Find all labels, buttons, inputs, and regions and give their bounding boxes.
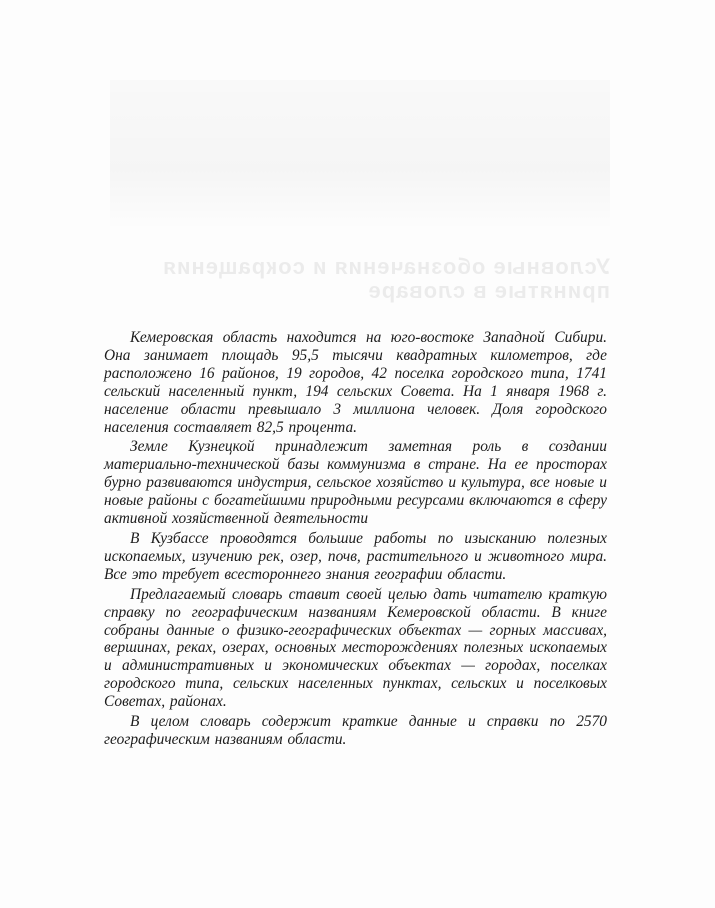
paragraph-kuzbass-role: Земле Кузнецкой принадлежит заметная роль в создании материально-технической базы коммунизма в стране. На ее просторах бурно развиваются индустрия, сельское хозяйство и культура, все новые и новые районы с богатейшими природными ресурсами включаются в сферу активной хозяйственной деятельности bbox=[104, 438, 607, 528]
bleed-through-line-2: принятые в словаре bbox=[367, 278, 610, 303]
bleed-through-heading bbox=[110, 255, 610, 303]
paragraph-exploration: В Кузбассе проводятся большие работы по изысканию полезных ископаемых, изучению рек, озер, почв, растительного и животного мира. Все это требует всестороннего знания географии области. bbox=[104, 529, 607, 583]
paragraph-dictionary-summary: В целом словарь содержит краткие данные и справки по 2570 географическим названиям области. bbox=[104, 713, 607, 748]
paragraph-location: Кемеровская область находится на юго-востоке Западной Сибири. Она занимает площадь 95,5 тысячи квадратных километров, где расположено 16 районов, 19 городов, 42 поселка городского типа, 1741 сельский населенный пункт, 194 сельских Совета. На 1 января 1968 г. население области превышало 3 миллиона человек. Доля городского населения составляет 82,5 процента. bbox=[104, 329, 607, 436]
paragraph-dictionary-purpose: Предлагаемый словарь ставит своей целью дать читателю краткую справку по географическим названиям Кемеровской области. В книге собраны данные о физико-географических объектах — горных массивах, вершинах, реках, озерах, основных месторождениях полезных ископаемых и административных и экономических объектах — городах, поселках городского типа, сельских населенных пунктах, сельских и поселковых Советах, районах. bbox=[104, 585, 607, 711]
bleed-through-line-1: Условные обозначения и сокращения bbox=[162, 254, 610, 279]
main-text bbox=[104, 329, 607, 749]
bleed-through-smudge bbox=[110, 80, 610, 230]
